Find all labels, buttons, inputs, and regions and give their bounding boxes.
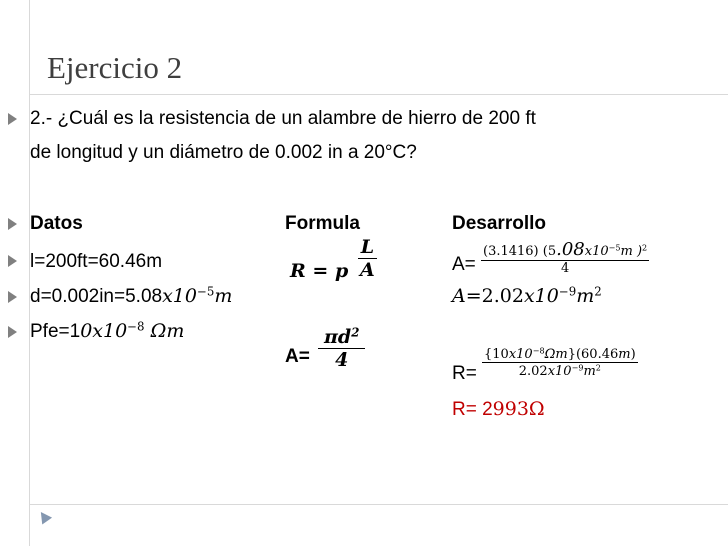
- desarrollo-r-result: R= 2993Ω: [452, 398, 545, 420]
- datos-length: l=200ft=60.46m: [30, 251, 163, 272]
- bullet-icon: [8, 255, 17, 267]
- formula-heading: Formula: [285, 213, 360, 234]
- datos-diameter: $d=0.002in=5.08x10^{-5}m$: [30, 284, 233, 307]
- question-line-1: 2.- ¿Cuál es la resistencia de un alambre de hierro de 200 ft: [30, 108, 536, 129]
- bullet-icon: [8, 326, 17, 338]
- desarrollo-a-result: $A=2.02x10^{-9}m^2$: [452, 284, 602, 307]
- bullet-icon: [8, 218, 17, 230]
- bullet-icon: [8, 291, 17, 303]
- formula-a-fraction: $\frac{\pi d^2}{4}$: [318, 326, 365, 371]
- question-line-2: de longitud y un diámetro de 0.002 in a 20°C?: [30, 142, 417, 163]
- datos-resistivity: $Pfe=10x10^{-8}$ Ωm: [30, 319, 185, 342]
- title-divider: [29, 94, 728, 95]
- desarrollo-r-label: R=: [452, 363, 477, 384]
- bullet-icon: [8, 113, 17, 125]
- slide-footer-arrow-icon: [36, 509, 52, 525]
- footer-divider: [29, 504, 728, 505]
- desarrollo-a-label: A=: [452, 254, 476, 275]
- desarrollo-r-fraction: $\frac{\{10x10^{-8}\Omega m\}(60.46m)}{2.02x10^{-9}m^2}$: [484, 346, 636, 379]
- formula-r-lhs: R = p: [290, 260, 349, 282]
- formula-r-fraction: $\frac{L}{A}$: [360, 236, 375, 281]
- desarrollo-a-fraction: $\frac{(3.1416) (5.08x10^{-5}m )^2}{4}$: [483, 239, 648, 276]
- desarrollo-heading: Desarrollo: [452, 213, 546, 234]
- slide-title: Ejercicio 2: [47, 50, 183, 85]
- datos-heading: Datos: [30, 213, 83, 234]
- slide-vertical-rule: [29, 0, 30, 546]
- formula-a-lhs: A=: [285, 346, 310, 367]
